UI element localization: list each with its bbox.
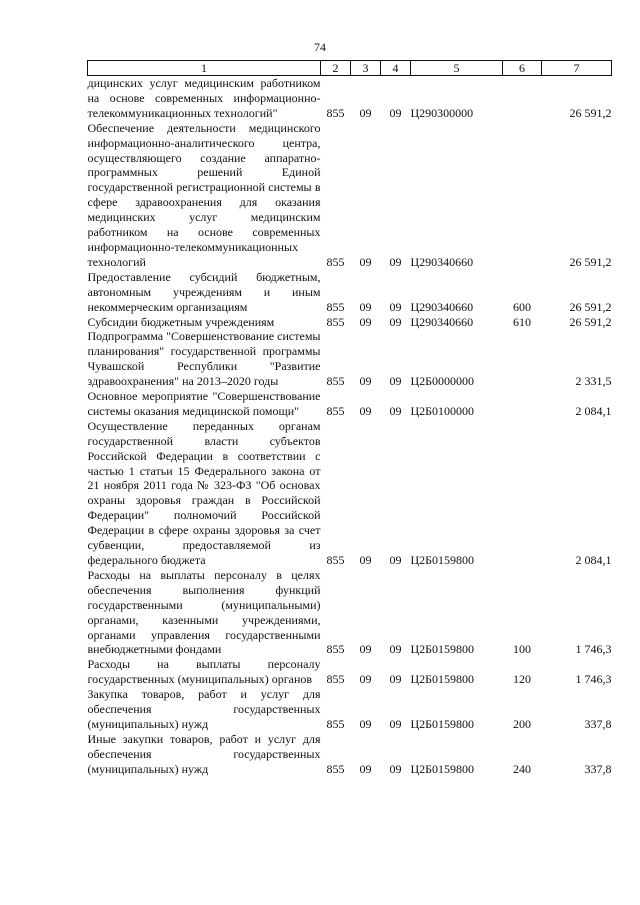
subsection-code-cell: 09 xyxy=(389,761,402,776)
section-code-cell: 09 xyxy=(359,314,372,329)
table-body xyxy=(88,76,612,777)
expense-type-cell xyxy=(503,419,542,568)
amount-cell: 2 084,1 xyxy=(575,403,612,418)
row-name-cell: Субсидии бюджетным учреждениям xyxy=(87,314,275,329)
subsection-code-cell: 09 xyxy=(389,314,402,329)
subsection-code-cell: 09 xyxy=(389,254,402,269)
expense-type-cell: 200 xyxy=(513,716,531,731)
target-article-cell: Ц2Б0159800 xyxy=(410,553,475,567)
grbs-code-cell: 855 xyxy=(326,672,345,687)
row-name-cell: Закупка товаров, работ и услуг для обеспечения государственных (муниципальных) нужд xyxy=(87,687,321,731)
expense-type-cell xyxy=(503,121,542,270)
column-header: 1 xyxy=(88,61,321,76)
table-row xyxy=(88,687,612,732)
row-name-cell: Иные закупки товаров, работ и услуг для обеспечения государственных (муниципальных) нужд xyxy=(87,731,321,776)
row-name-cell: Подпрограмма "Совершенствование системы планирования" государственной программы Чувашской Республики "Развитие здравоохранения" на 2013–2020 годы xyxy=(87,329,321,389)
target-article-cell: Ц290340660 xyxy=(410,314,474,329)
target-article-cell: Ц2Б0159800 xyxy=(410,642,475,657)
target-article-cell: Ц2Б0159800 xyxy=(410,761,475,776)
column-header: 7 xyxy=(542,61,612,76)
amount-cell: 2 331,5 xyxy=(575,374,612,389)
expense-type-cell xyxy=(503,329,542,389)
amount-cell: 26 591,2 xyxy=(569,254,612,269)
row-name-cell: Расходы на выплаты персоналу государственных (муниципальных) органов xyxy=(87,657,321,687)
amount-cell: 26 591,2 xyxy=(569,314,612,329)
row-name-cell: Обеспечение деятельности медицинского информационно-аналитического центра, осуществляющего создание аппаратно-программных решений Единой государственной регистрационной системы в сфере здравоохранения для оказания медицинских услуг медицинским работником на основе современных информационно-телекоммуникационных технологий xyxy=(87,120,321,269)
expense-type-cell: 240 xyxy=(513,761,531,776)
grbs-code-cell: 855 xyxy=(326,254,345,269)
expense-type-cell xyxy=(503,76,542,121)
subsection-code-cell: 09 xyxy=(389,716,402,731)
grbs-code-cell: 855 xyxy=(326,403,345,418)
budget-table xyxy=(87,60,612,777)
row-name-cell: дицинских услуг медицинским работником на основе современных информационно-телекоммуникационных технологий" xyxy=(87,76,321,120)
subsection-code-cell: 09 xyxy=(389,672,402,687)
grbs-code-cell: 855 xyxy=(326,314,345,329)
section-code-cell: 09 xyxy=(359,105,372,120)
subsection-code-cell: 09 xyxy=(389,374,402,389)
amount-cell: 1 746,3 xyxy=(575,642,612,657)
table-row xyxy=(88,315,612,330)
target-article-cell: Ц2Б0100000 xyxy=(410,403,475,418)
section-code-cell: 09 xyxy=(359,254,372,269)
target-article-cell: Ц290340660 xyxy=(410,299,474,314)
section-code-cell: 09 xyxy=(359,716,372,731)
amount-cell: 26 591,2 xyxy=(569,299,612,314)
amount-cell: 337,8 xyxy=(584,761,612,776)
table-row xyxy=(88,389,612,419)
column-header: 3 xyxy=(351,61,381,76)
table-row xyxy=(88,732,612,777)
expense-type-cell: 120 xyxy=(513,672,531,687)
section-code-cell: 09 xyxy=(359,374,372,389)
column-header: 2 xyxy=(321,61,351,76)
table-row xyxy=(88,419,612,568)
table-row xyxy=(88,329,612,389)
table-row xyxy=(88,76,612,121)
target-article-cell: Ц2Б0000000 xyxy=(410,374,475,389)
column-header: 4 xyxy=(381,61,411,76)
grbs-code-cell: 855 xyxy=(326,642,345,657)
section-code-cell: 09 xyxy=(359,642,372,657)
section-code-cell: 09 xyxy=(359,299,372,314)
table-header-row xyxy=(88,61,612,76)
amount-cell: 1 746,3 xyxy=(575,672,612,687)
grbs-code-cell: 855 xyxy=(326,553,345,567)
amount-cell: 26 591,2 xyxy=(569,105,612,120)
grbs-code-cell: 855 xyxy=(326,716,345,731)
page-number: 74 xyxy=(314,40,326,54)
subsection-code-cell: 09 xyxy=(389,403,402,418)
grbs-code-cell: 855 xyxy=(326,761,345,776)
table-row xyxy=(88,121,612,270)
expense-type-cell: 600 xyxy=(513,299,531,314)
row-name-cell: Предоставление субсидий бюджетным, автономным учреждениям и иным некоммерческим организациям xyxy=(87,269,321,314)
table-row xyxy=(88,657,612,687)
subsection-code-cell: 09 xyxy=(389,553,402,567)
row-name-cell: Осуществление переданных органам государственной власти субъектов Российской Федерации в соответствии с частью 1 статьи 15 Федерального закона от 21 ноября 2011 года № 323-ФЗ "Об основах охраны здоровья граждан в Российской Федерации" полномочий Российской Федерации в сфере охраны здоровья за счет субвенции, предоставляемой из федерального бюджета xyxy=(87,418,321,567)
section-code-cell: 09 xyxy=(359,761,372,776)
row-name-cell: Основное мероприятие "Совершенствование системы оказания медицинской помощи" xyxy=(87,389,321,418)
target-article-cell: Ц290300000 xyxy=(410,105,474,120)
expense-type-cell xyxy=(503,389,542,419)
target-article-cell: Ц290340660 xyxy=(410,254,474,269)
column-header: 5 xyxy=(411,61,503,76)
table-row xyxy=(88,270,612,315)
grbs-code-cell: 855 xyxy=(326,299,345,314)
expense-type-cell: 100 xyxy=(513,642,531,657)
target-article-cell: Ц2Б0159800 xyxy=(410,672,475,687)
table-row xyxy=(88,568,612,657)
row-name-cell: Расходы на выплаты персоналу в целях обеспечения выполнения функций государственными (муниципальными) органами, казенными учреждениями, органами управления государственными внебюджетными фондами xyxy=(87,567,321,657)
subsection-code-cell: 09 xyxy=(389,105,402,120)
section-code-cell: 09 xyxy=(359,553,372,567)
target-article-cell: Ц2Б0159800 xyxy=(410,716,475,731)
amount-cell: 2 084,1 xyxy=(575,553,612,567)
subsection-code-cell: 09 xyxy=(389,642,402,657)
section-code-cell: 09 xyxy=(359,672,372,687)
grbs-code-cell: 855 xyxy=(326,105,345,120)
expense-type-cell: 610 xyxy=(513,314,531,329)
subsection-code-cell: 09 xyxy=(389,299,402,314)
amount-cell: 337,8 xyxy=(584,716,612,731)
column-header: 6 xyxy=(503,61,542,76)
section-code-cell: 09 xyxy=(359,403,372,418)
grbs-code-cell: 855 xyxy=(326,374,345,389)
